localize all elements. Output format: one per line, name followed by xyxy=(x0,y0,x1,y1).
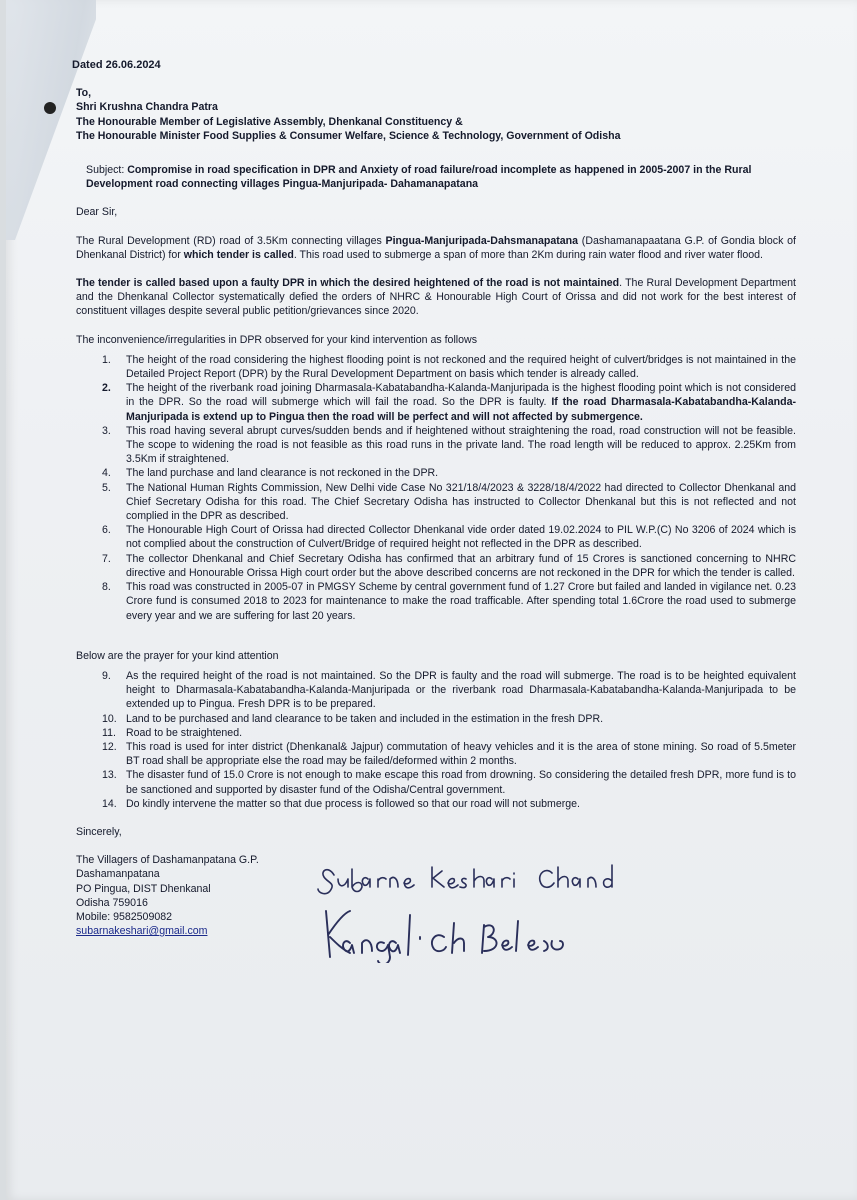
para1-text-3: . This road used to submerge a span of more than 2Km during rain water flood and river water flood. xyxy=(293,248,763,261)
irregularity-item xyxy=(76,523,796,551)
prayer-item-text: Road to be straightened. xyxy=(126,726,243,739)
closing: Sincerely, xyxy=(76,825,122,838)
prayer-item-number: 11. xyxy=(102,726,116,739)
para1-text-1: The Rural Development (RD) road of 3.5Km connecting villages xyxy=(76,234,386,247)
prayer-item xyxy=(76,797,796,811)
paragraph-road-details xyxy=(76,234,796,262)
irregularity-item xyxy=(76,424,796,467)
irregularity-item xyxy=(76,580,796,623)
irregularity-item xyxy=(76,353,796,381)
letter-page xyxy=(6,0,857,1200)
prayer-item-number: 14. xyxy=(102,797,117,810)
irregularity-item-number: 3. xyxy=(102,424,111,437)
letter-body xyxy=(72,58,796,971)
para2-text: . The Rural Development Department and the Dhenkanal Collector systematically defied the orders of NHRC & Honourable High Court of Orissa and did not work for the best interest of constituent villages despite several public petition/grievances since 2020. xyxy=(76,277,796,318)
paragraph-faulty-dpr xyxy=(76,276,796,319)
para1-villages: Pingua-Manjuripada-Dahsmanapatana xyxy=(385,234,579,247)
para1-tender: which tender is called xyxy=(183,248,294,261)
para1-text-2: (Dashamanapaatana G.P. of Gondia block of Dhenkanal District) for xyxy=(76,234,796,261)
prayer-item xyxy=(76,712,796,726)
irregularity-item-text: This road having several abrupt curves/sudden bends and if heightened without straightening the road, road construction will not be feasible. The scope to widening the road is not feasible as this road runs in the private land. The road length will be reduced to approx. 2.25Km from 3.5Km if straightened. xyxy=(126,424,796,466)
sender-details xyxy=(76,853,259,938)
subject-text: Compromise in road specification in DPR and Anxiety of road failure/road incomplete as happened in 2005-2007 in the Rural Development road connecting villages Pingua-Manjuripada- Dahamanapatana xyxy=(86,164,752,191)
irregularity-item-number: 7. xyxy=(102,552,111,565)
irregularity-item-text: The height of the riverbank road joining Dharmasala-Kabatabandha-Kalanda-Manjuripada is the highest flooding point which is not considered in the DPR. So the road will submerge which will fail the road. So the DPR is faulty. xyxy=(126,382,796,409)
sender-line: Odisha 759016 xyxy=(76,896,148,909)
subject-line xyxy=(86,163,796,191)
irregularity-item-text: The collector Dhenkanal and Chief Secretary Odisha has confirmed that an arbitrary fund of 15 Crores is sanctioned concerning to NHRC directive and Honourable Orissa High court order but the above described concerns are not reckoned in the DPR for which the tender is called. xyxy=(126,552,796,579)
prayer-item-number: 13. xyxy=(102,769,117,782)
irregularity-item-number: 1. xyxy=(102,353,111,366)
binder-clip-icon xyxy=(44,102,56,114)
subject-label: Subject: xyxy=(86,164,128,177)
prayer-list xyxy=(76,669,796,811)
irregularity-item-text: The Honourable High Court of Orissa had directed Collector Dhenkanal vide order dated 19.02.2024 to PIL W.P.(C) No 3206 of 2024 which is not complied about the construction of Culvert/Bridge of required height not reflected in the DPR as described. xyxy=(126,524,796,551)
irregularity-item-text: The National Human Rights Commission, New Delhi vide Case No 321/18/4/2023 & 3228/18/4/2022 had directed to Collector Dhenkanal and Chief Secretary Odisha for this road. The Chief Secretary Odisha has instructed to Collector Dhenkanal but this is not reflected and not complied in the DPR as described. xyxy=(126,481,796,523)
irregularity-item-bold-text: If the road Dharmasala-Kabatabandha-Kalanda-Manjuripada is extend up to Pingua then the road will be perfect and will not affected by submergence. xyxy=(126,396,796,423)
prayer-item-text: This road is used for inter district (Dhenkanal& Jajpur) commutation of heavy vehicles and it is the area of stone mining. So road of 5.5meter BT road shall be appropriate else the road may be failed/deformed within 2 months. xyxy=(126,740,796,768)
signature-block xyxy=(76,853,796,971)
sender-line: Mobile: 9582509082 xyxy=(76,910,173,923)
irregularity-item-number: 2. xyxy=(102,382,111,395)
irregularity-item-text: This road was constructed in 2005-07 in PMGSY Scheme by central government fund of 1.27 Crore but failed and landed in vigilance net. 0.23 Crore fund is consumed 2018 to 2023 for maintenance to make the road trafficable. After spending total 1.6Crore the road used to submerge every year and we are suffering for last 20 years. xyxy=(126,581,796,622)
prayer-item-text: The disaster fund of 15.0 Crore is not enough to make escape this road from drowning. So considering the detailed fresh DPR, more fund is to be sanctioned and supported by disaster fund of the Odisha/Central government. xyxy=(126,769,796,796)
irregularity-item-number: 6. xyxy=(102,524,111,537)
addressee-block xyxy=(76,86,796,143)
email-link[interactable]: subarnakeshari@gmail.com xyxy=(76,925,208,938)
prayer-item xyxy=(76,740,796,768)
prayer-intro: Below are the prayer for your kind attention xyxy=(76,649,279,662)
irregularity-item xyxy=(76,481,796,524)
sender-line: PO Pingua, DIST Dhenkanal xyxy=(76,882,211,895)
letter-date: Dated 26.06.2024 xyxy=(72,59,161,71)
irregularity-item-number: 8. xyxy=(102,581,111,594)
addressee-name: Shri Krushna Chandra Patra xyxy=(76,101,218,114)
prayer-item-number: 9. xyxy=(102,669,111,682)
prayer-item-text: As the required height of the road is not maintained. So the DPR is faulty and the road will submerge. The road is to be heighted equivalent height to Dharmasala-Kabatabandha-Kalanda-Manjuripada or the riverbank road Dharmasala-Kabatabandha-Kalanda-Manjuripada to be extended up to Pingua. Fresh DPR is to be prepared. xyxy=(126,669,796,711)
prayer-item-text: Do kindly intervene the matter so that due process is followed so that our road will not submerge. xyxy=(126,797,581,810)
addressee-title-2: The Honourable Minister Food Supplies & Consumer Welfare, Science & Technology, Government of Odisha xyxy=(76,129,621,142)
salutation: Dear Sir, xyxy=(76,206,118,219)
irregularity-item xyxy=(76,381,796,424)
prayer-item-text: Land to be purchased and land clearance to be taken and included in the estimation in the fresh DPR. xyxy=(126,712,604,725)
sender-line: The Villagers of Dashamanpatana G.P. xyxy=(76,854,259,867)
irregularity-item xyxy=(76,552,796,580)
irregularity-item-number: 5. xyxy=(102,481,111,494)
prayer-item xyxy=(76,768,796,796)
sender-line: Dashamanpatana xyxy=(76,868,160,881)
irregularity-item-number: 4. xyxy=(102,467,111,480)
handwritten-signatures xyxy=(316,853,696,963)
irregularity-item xyxy=(76,466,796,480)
irregularity-item-text: The land purchase and land clearance is not reckoned in the DPR. xyxy=(126,467,439,480)
prayer-item-number: 10. xyxy=(102,712,117,725)
addressee-title-1: The Honourable Member of Legislative Assembly, Dhenkanal Constituency & xyxy=(76,115,463,128)
signature-kangali xyxy=(326,911,563,963)
signature-subarna xyxy=(318,865,612,894)
prayer-item xyxy=(76,669,796,712)
prayer-item xyxy=(76,726,796,740)
irregularities-list xyxy=(76,353,796,623)
para2-bold: The tender is called based upon a faulty DPR in which the desired heightened of the road is not maintained xyxy=(76,277,620,290)
irregularity-item-text: The height of the road considering the highest flooding point is not reckoned and the required height of culvert/bridges is not maintained in the Detailed Project Report (DPR) by the Rural Development Department on basis which tender is already called. xyxy=(126,353,796,381)
prayer-item-number: 12. xyxy=(102,740,117,753)
irregularities-intro: The inconvenience/irregularities in DPR observed for your kind intervention as follows xyxy=(76,333,477,346)
to-label: To, xyxy=(76,87,92,100)
